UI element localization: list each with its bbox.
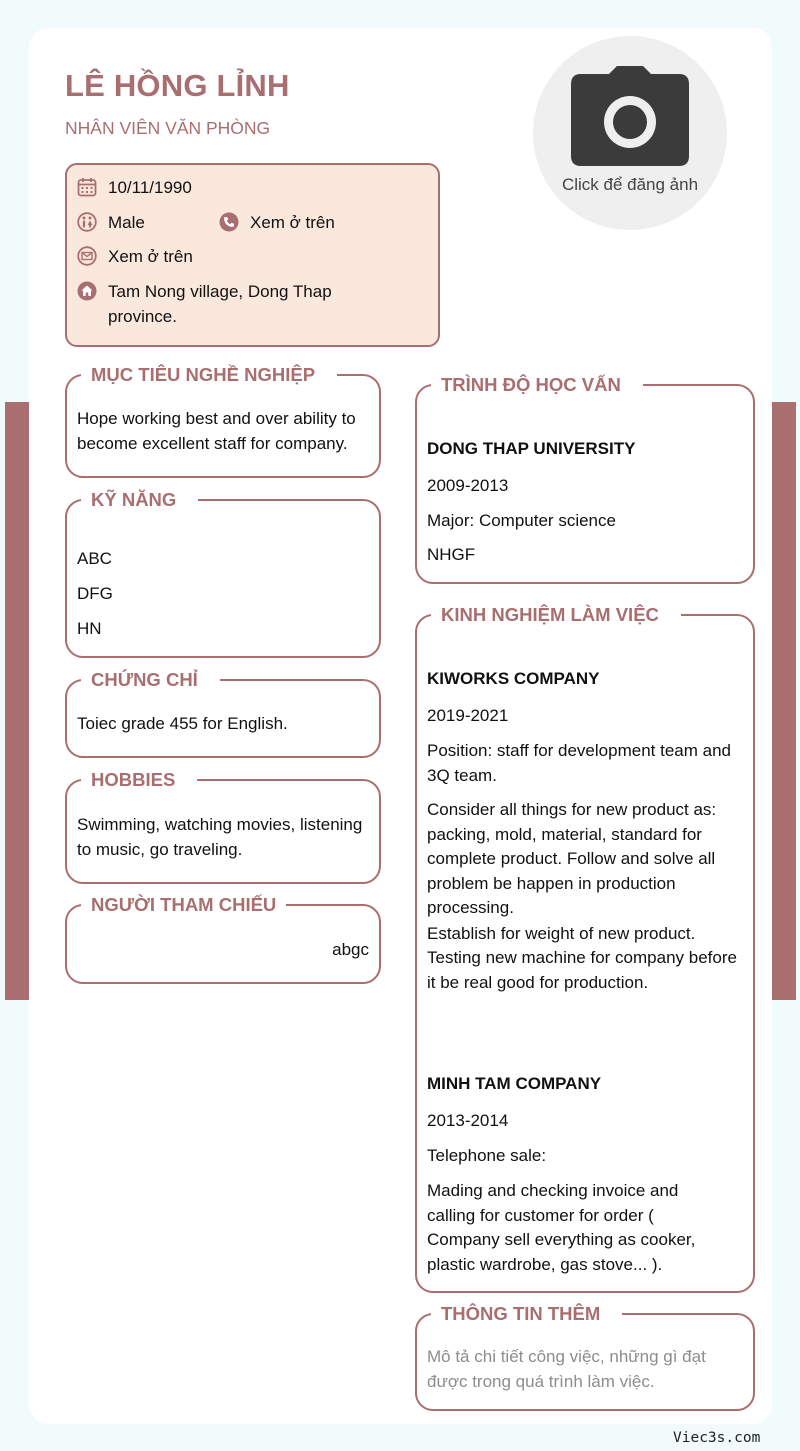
objective-text[interactable]: Hope working best and over ability to become excellent staff for company. xyxy=(77,409,356,453)
watermark: Viec3s.com xyxy=(673,1430,761,1446)
email-row xyxy=(77,244,193,269)
certificates-text[interactable]: Toiec grade 455 for English. xyxy=(77,714,288,733)
education-title: TRÌNH ĐỘ HỌC VẤN xyxy=(431,373,643,397)
experience-description-line[interactable]: Testing new machine for company before it be real good for production. xyxy=(427,948,737,992)
address-value[interactable]: Tam Nong village, Dong Thap province. xyxy=(108,282,332,326)
experience-period[interactable]: 2013-2014 xyxy=(427,1111,509,1130)
certificates-section xyxy=(65,669,381,758)
experience-position[interactable]: Telephone sale: xyxy=(427,1146,547,1165)
birthday-row xyxy=(77,175,192,200)
gender-row xyxy=(77,210,145,235)
skills-section xyxy=(65,489,381,658)
skill-item[interactable]: ABC xyxy=(77,549,112,568)
gender-value[interactable]: Male xyxy=(108,213,145,232)
calendar-icon xyxy=(77,177,97,197)
camera-icon xyxy=(571,64,689,168)
references-title: NGƯỜI THAM CHIẾU xyxy=(81,893,286,917)
objective-section xyxy=(65,364,381,478)
extra-info-title: THÔNG TIN THÊM xyxy=(431,1302,622,1326)
experience-description-line[interactable]: Consider all things for new product as: packing, mold, material, standard for complete product. Follow and solve all problem be happen in production processing. xyxy=(427,800,717,917)
education-note[interactable]: NHGF xyxy=(427,545,476,564)
phone-icon xyxy=(219,212,239,232)
birthday-value[interactable]: 10/11/1990 xyxy=(108,178,192,197)
extra-info-section xyxy=(415,1303,755,1411)
hobbies-section xyxy=(65,769,381,884)
email-icon xyxy=(77,246,97,266)
references-section xyxy=(65,894,381,984)
job-title[interactable]: NHÂN VIÊN VĂN PHÒNG xyxy=(65,118,271,138)
contact-box xyxy=(65,163,440,347)
photo-upload-label: Click để đăng ảnh xyxy=(561,175,699,194)
experience-position[interactable]: Position: staff for development team and 3Q team. xyxy=(427,741,731,785)
experience-company[interactable]: MINH TAM COMPANY xyxy=(427,1074,602,1093)
phone-value[interactable]: Xem ở trên xyxy=(250,213,335,232)
education-school[interactable]: DONG THAP UNIVERSITY xyxy=(427,439,636,458)
experience-section xyxy=(415,604,755,1293)
email-value[interactable]: Xem ở trên xyxy=(108,247,193,266)
objective-title: MỤC TIÊU NGHỀ NGHIỆP xyxy=(81,363,337,387)
experience-period[interactable]: 2019-2021 xyxy=(427,706,509,725)
references-text[interactable]: abgc xyxy=(332,940,369,959)
home-icon xyxy=(77,281,97,301)
experience-title: KINH NGHIỆM LÀM VIỆC xyxy=(431,603,681,627)
extra-info-placeholder[interactable]: Mô tả chi tiết công việc, những gì đạt được trong quá trình làm việc. xyxy=(427,1347,706,1391)
left-accent-band xyxy=(5,402,29,1000)
education-major[interactable]: Major: Computer science xyxy=(427,511,616,530)
candidate-name[interactable]: LÊ HỒNG LỈNH xyxy=(65,68,290,103)
education-period[interactable]: 2009-2013 xyxy=(427,476,509,495)
skills-title: KỸ NĂNG xyxy=(81,488,198,512)
hobbies-text[interactable]: Swimming, watching movies, listening to music, go traveling. xyxy=(77,815,363,859)
skill-item[interactable]: DFG xyxy=(77,584,113,603)
experience-company[interactable]: KIWORKS COMPANY xyxy=(427,669,600,688)
education-section xyxy=(415,374,755,584)
gender-icon xyxy=(77,212,97,232)
certificates-title: CHỨNG CHỈ xyxy=(81,668,220,692)
right-accent-band xyxy=(772,402,796,1000)
address-row xyxy=(77,279,337,329)
experience-description-line[interactable]: Mading and checking invoice and calling for customer for order ( Company sell everything as cooker, plastic wardrobe, gas stove... ). xyxy=(427,1181,696,1274)
phone-row xyxy=(219,210,335,235)
skill-item[interactable]: HN xyxy=(77,619,102,638)
experience-description-line[interactable]: Establish for weight of new product. xyxy=(427,924,696,943)
photo-upload[interactable] xyxy=(533,36,727,230)
hobbies-title: HOBBIES xyxy=(81,768,197,792)
